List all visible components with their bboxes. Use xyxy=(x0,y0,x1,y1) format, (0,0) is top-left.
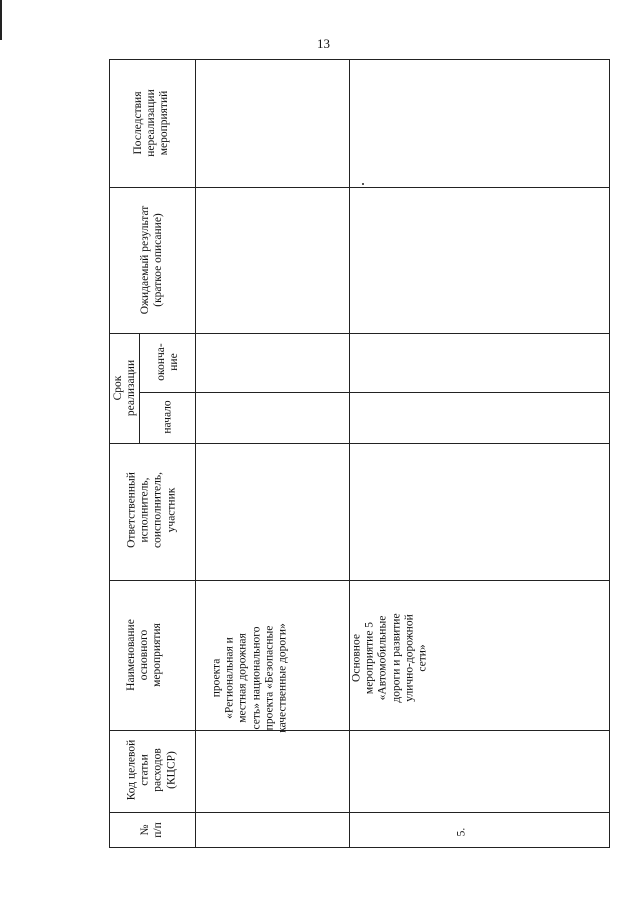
column-divider xyxy=(109,443,610,444)
row-2-number: 5. xyxy=(455,827,468,837)
column-divider xyxy=(109,730,610,731)
scan-edge-mark xyxy=(0,0,2,40)
column-divider xyxy=(109,812,610,813)
row-1-name: проекта «Региональная и местная дорожная сеть» национального проекта «Безопасные качественные дороги» xyxy=(210,623,289,733)
header-responsible: Ответственный исполнитель, соисполнитель, участник xyxy=(125,472,178,548)
term-subheader-divider xyxy=(139,333,140,443)
header-term-end: оконча- ние xyxy=(154,343,180,381)
header-result: Ожидаемый результат (краткое описание) xyxy=(138,205,164,315)
page-number: 13 xyxy=(317,36,330,51)
header-term: Срок реализации xyxy=(111,359,137,417)
scan-speck xyxy=(362,183,364,185)
column-divider xyxy=(109,333,610,334)
header-number: № п/п xyxy=(138,822,164,838)
header-term-start: начало xyxy=(161,400,174,434)
column-divider xyxy=(109,187,610,188)
column-divider xyxy=(109,580,610,581)
header-name: Наименование основного мероприятия xyxy=(125,619,164,691)
column-divider xyxy=(139,392,610,393)
row-2-name: Основное мероприятие 5 «Автомобильные дороги и развитие улично-дорожной сети» xyxy=(350,613,429,703)
header-code: Код целевой статьи расходов (КЦСР) xyxy=(125,739,178,801)
header-consequences: Последствия нереализации мероприятий xyxy=(132,89,171,157)
